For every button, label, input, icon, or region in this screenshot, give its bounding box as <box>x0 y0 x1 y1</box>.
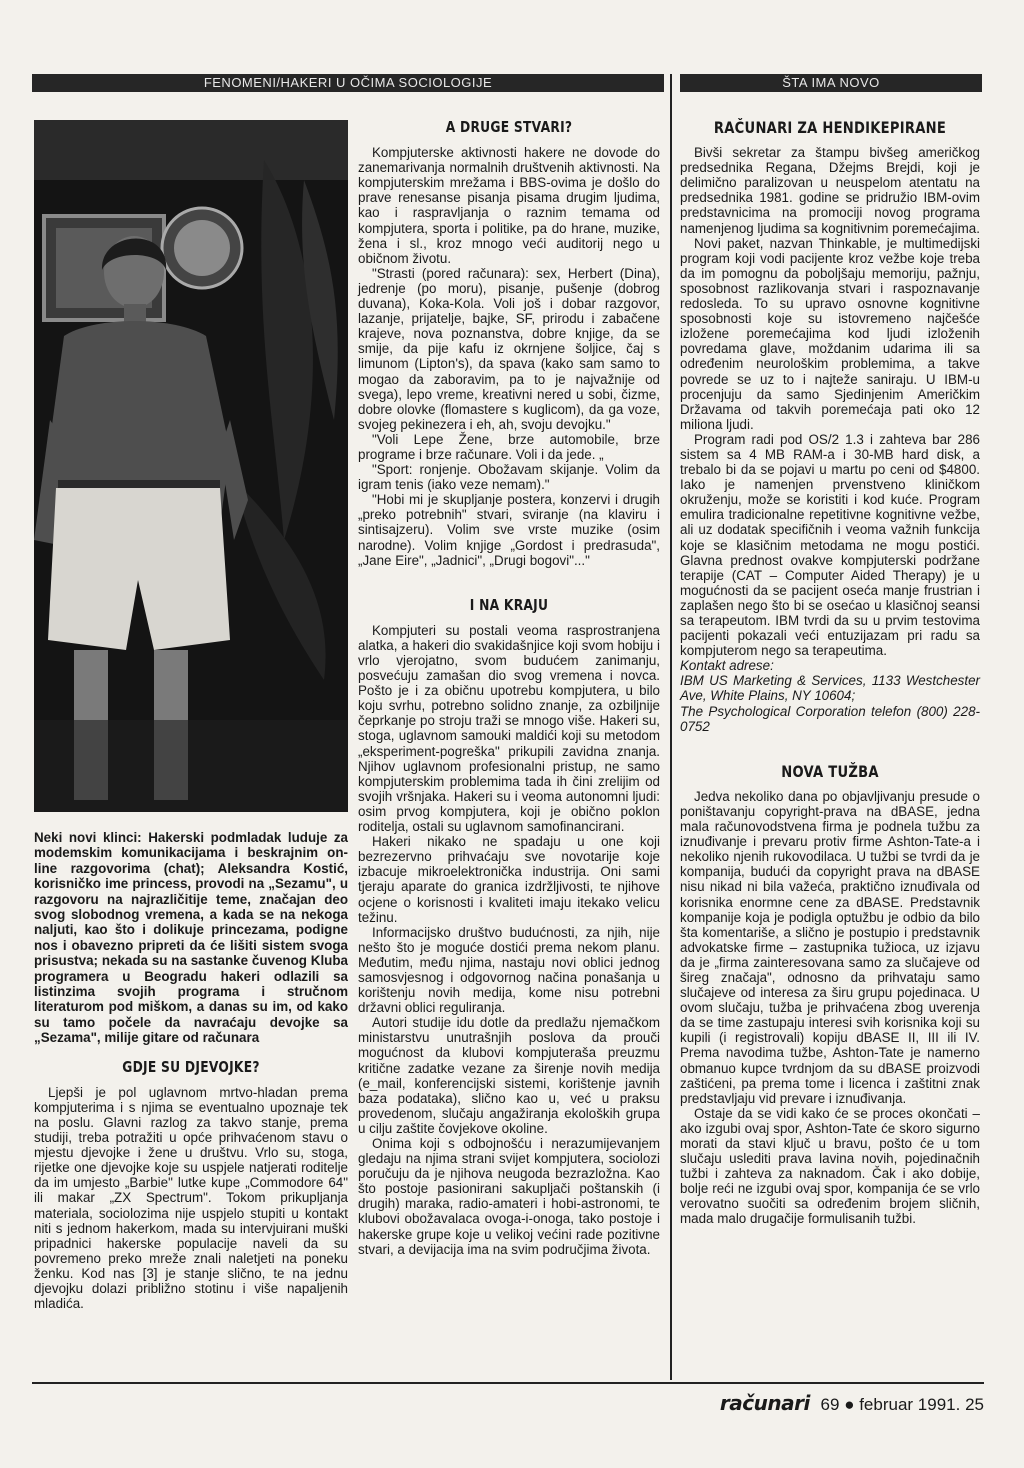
column-right <box>680 120 980 1227</box>
paragraph: "Hobi mi je skupljanje postera, konzervi i drugih „preko potrebnih" stvari, sviranje (na klaviru i sintisajzeru). Volim sve vrste muzike (osim narodne). Volim knjige „Gordost i predrasuda", „Jane Eire", „Jadnici", „Drugi bogovi"..." <box>358 492 660 568</box>
paragraph: Ljepši je pol uglavnom mrtvo-hladan prema kompjuterima i s njima se eventualno upoznaje tek na poslu. Glavni razlog za takvo stanje, prema studiji, treba potražiti u opće prihvaćenom stavu o mjestu djevojke i žene u društvu. Vrlo su, stoga, rijetke one djevojke koje su uspjele natjerati roditelje da im umjesto „Barbie" lutke kupe „Commodore 64" ili makar „ZX Spectrum". Tokom prikupljanja materiala, sociolozima nije uspjelo stupiti u kontakt niti s jednom hakerkom, mada su intervjuirani muški pripadnici hakerske populacije naveli da su povremeno preko mreže znali naletjeti na poneku ženku. Kod nas [3] je stanje slično, te na jednu djevojku dolazi približno stotinu i više napaljenih mladića. <box>34 1084 348 1312</box>
heading-a-druge-stvari: A DRUGE STVARI? <box>445 118 573 136</box>
paragraph: "Voli Lepe Žene, brze automobile, brze programe i brze računare. Voli i da jede. „ <box>358 431 660 462</box>
page-footer <box>720 1391 984 1415</box>
paragraph: Autori studije idu dotle da predlažu njemačkom ministarstvu unutrašnjih poslova da prouči mogućnost da klubovi kompjuteraša preuzmu kritične zadatke vezane za širenje novih medija (e_mail, konferencijski sistemi, korištenje javnih baza podataka), slično kao u, već u praksu provedenom, slučaju angažiranja ekoloških grupa u cilju zaštite čovjekove okoline. <box>358 1015 660 1136</box>
paragraph: Novi paket, nazvan Thinkable, je multimedijski program koji vodi pacijente kroz vežbe koje treba da im pomognu da poboljšaju memoriju, pažnju, sposobnost razlikovanja stvari i raspoznavanje redosleda. To su upravo osnovne kognitivne sposobnosti koje su istovremeno najčešće izložene poremećajima kod ljudi izloženih povredama glave, moždanim udarima ili sa određenim neurološkim problemima, a takve povrede se uz to i najteže saniraju. U IBM-u procenjuju da samo Sjedinjenim Američkim Državama od takvih poremećaja pati oko 12 miliona ljudi. <box>680 235 980 432</box>
contact-label: Kontakt adrese: <box>680 658 774 674</box>
column-middle <box>358 120 660 1257</box>
magazine-logo: računari <box>719 1391 810 1415</box>
column-left <box>34 830 348 1311</box>
paragraph: "Sport: ronjenje. Obožavam skijanje. Volim da igram tenis (iako veze nemam)." <box>358 462 660 493</box>
heading-nova-tuzba: NOVA TUŽBA <box>781 761 879 781</box>
paragraph: Bivši sekretar za štampu bivšeg američkog predsednika Regana, Džejms Brejdi, koji je delimično paralizovan u neuspelom atentatu na predsednika 1981. godine se pridružio IBM-ovim predstavnicima na promociji novog programa namenjenog ljudima sa kognitivnim poremećajima. <box>680 145 980 236</box>
heading-i-na-kraju: I NA KRAJU <box>469 595 549 614</box>
section-banner-news: ŠTA IMA NOVO <box>680 74 982 92</box>
footer-rule <box>32 1382 984 1384</box>
issue-date: februar 1991. <box>859 1395 961 1414</box>
bullet-separator: ● <box>844 1395 855 1414</box>
paragraph: Onima koji s odbojnošću i nerazumijevanjem gledaju na njima strani svijet kompjutera, sociolozi poručuju da je njihova neugoda bezrazložna. Kao što postoje pasionirani sakupljači poštanskih (i drugih) maraka, radio-amateri i hobi-astronomi, te klubovi obožavalaca ovoga-i-onoga, tako postoje i hakerske grupe koje u velikoj većini rade pozitivne stvari, a devijacija ima na svim područjima života. <box>358 1136 660 1257</box>
paragraph: Program radi pod OS/2 1.3 i zahteva bar 286 sistem sa 4 MB RAM-a i 30-MB hard disk, a trebalo bi da se pojavi u martu po ceni od $4800. Iako je namenjen prvenstveno kliničkom okruženju, može se koristiti i kod kuće. Program emulira tradicionalne repetitivne kognitivne vežbe, ali uz dodatak specifičnih i veoma važnih funkcija koje se klasičnim metodama ne mogu postići. Glavna prednost ovakve kompjuterski podržane terapije (CAT – Computer Aided Therapy) je u mogućnosti da se pacijent oseća manje frustrian i zaplašen nego što bi se osećao u klasičnoj seansi sa terapeutom. IBM tvrdi da su u prvim testovima pacijenti pokazali veći entuzijazam pri radu sa kompjuterom nego sa terapeutima. <box>680 431 980 659</box>
photo-caption: Neki novi klinci: Hakerski podmladak luduje za modemskim komunikacijama i beskrajnim on-line razgovorima (chat); Aleksandra Kostić, korisničko ime princess, provodi na „Sezamu", u razgovoru na najrazličitije teme, značajan deo svog slobodnog vremena, a kada se na nekoga naljuti, kao što i dolikuje princezama, podigne nos i obavezno pripreti da će lišiti sistem svoga prisustva; nekada su na sastanke čuvenog Kluba programera u Beogradu hakeri odlazili sa listinzima svojih programa i stručnom literaturom pod miškom, a danas su im, od kako su tamo počele da navraćaju devojke sa „Sezama", milije gitare od računara <box>34 830 348 1046</box>
paragraph: Informacijsko društvo budućnosti, za njih, nije nešto što je moguće dostići prema nekom planu. Međutim, među njima, nastaju novi oblici jednog samosvjesnog i odgovornog načina ponašanja u korištenju novih medija, kome nisu potrebni državni oblici reguliranja. <box>358 924 660 1016</box>
photo-girl-portrait <box>34 120 348 812</box>
issue-number: 69 <box>820 1395 840 1414</box>
photo-illustration <box>34 120 348 812</box>
section-banner-sociology: FENOMENI/HAKERI U OČIMA SOCIOLOGIJE <box>32 74 664 92</box>
paragraph: "Strasti (pored računara): sex, Herbert (Dina), jedrenje (po moru), pisanje, pušenje (dobrog duvana), Koka-Kola. Voli još i dobar razgovor, lazanje, prijatelje, bajke, SF, prirodu i zabačene krajeve, nova poznanstva, dobre knjige, da se smije, da pije kafu iz okrnjene šoljice, čaj s limunom (Lipton's), da spava (kako sam samo to mogao da zaboravim, pa to je najvažnije od svega), lepo vreme, kreativni nered u sobi, čizme, dobre olovke (flomastere s kuglicom), da ga voze, svojeg pekinezera i eh, ah, svoju devojku." <box>358 265 660 432</box>
contact-address: IBM US Marketing & Services, 1133 Westchester Ave, White Plains, NY 10604; <box>680 673 980 704</box>
paragraph: Jedva nekoliko dana po objavljivanju presude o poništavanju copyright-prava na dBASE, jedna mala računovodstvena firma je podnela tužbu za iznuđivanje i prevaru protiv firme Ashton-Tate-a i nekoliko njenih rukovodilaca. U tužbi se tvrdi da je kompanija, budući da copyright prava na dBASE nisu nikad ni bila važeća, praktično iznuđivala od korisnika enormne cene za dBASE. Predstavnik kompanije koja je podigla optužbu je odbio da bilo šta komentariše, a slično je postupio i predstavnik advokatske firme – zastupnika tužioca, uz izjavu da je „firma zainteresovana samo za slučajeve od šireg značaja", odnosno da prihvataju samo slučajeve od interesa za širu grupu pojedinaca. U ovom slučaju, tužba je prihvaćena zbog uverenja da se time zastupaju interesi svih korisnika koji su kupili (i registrovali) kopiju dBASE II, III ili IV. Prema navodima tužbe, Ashton-Tate je namerno obmanuo kupce tvrdnjom da su dBASE proizvodi zaštićeni, pa prema tome i licenca i zaštitni znak predstavljaju vid prevare i iznuđivanja. <box>680 788 980 1106</box>
paragraph: Kompjuteri su postali veoma rasprostranjena alatka, a hakeri dio svakidašnjice koji svom hobiju i vrlo vjerojatno, svom budućem zanimanju, posvećuju zamašan dio svog vremena i novca. Pošto je i za običnu upotrebu kompjutera, u bilo koju svrhu, potrebno solidno znanje, za ozbiljnije čeprkanje po stroju traži se mnogo više. Hakeri su, stoga, uglavnom samouki maldići koji su metodom „eksperiment-pogreška" prikupili zavidna znanja. Njihov uglavnom profesionalni pristup, ne samo kompjuterskim problemima tada ih čini zrelijim od svojih vršnjaka. Hakeri su i veoma autonomni ljudi: osim prvog kompjutera, koji je obično poklon roditelja, ostali su uglavnom samofinancirani. <box>358 622 660 835</box>
page-number: 25 <box>965 1395 984 1414</box>
heading-gdje-su-djevojke: GDJE SU DJEVOJKE? <box>122 1057 260 1076</box>
heading-racunari-za-hendikepirane: RAČUNARI ZA HENDIKEPIRANE <box>713 118 947 137</box>
paragraph: Ostaje da se vidi kako će se proces okončati – ako izgubi ovaj spor, Ashton-Tate će skoro sigurno morati da stavi ključ u bravu, pošto će u tom slučaju uslediti prava lavina novih, pojedinačnih tužbi i zahteva za naknadom. Čak i ako dobije, bolje reći ne izgubi ovaj spor, kompanija će se vrlo verovatno suočiti sa određenim brojem sličnih, mada malo drugačije formulisanih tužbi. <box>680 1105 980 1227</box>
column-divider <box>670 74 672 1380</box>
paragraph: Kompjuterske aktivnosti hakere ne dovode do zanemarivanja normalnih društvenih aktivnosti. Na kompjuterskim mrežama i BBS-ovima je došlo do prave renesanse pisanja pisama drugim ljudima, kao i raspravljanja o raznim temama od kompjutera, sporta i politike, pa do hrane, muzike, žena i sl., kroz mnogo veći auditorij nego u običnom životu. <box>358 145 660 266</box>
contact-address: The Psychological Corporation telefon (800) 228-0752 <box>680 703 980 734</box>
paragraph: Hakeri nikako ne spadaju u one koji bezrezervno prihvaćaju sve novotarije koje izbacuje mikroelektronička industrija. Oni sami tjeraju aparate do granica izdržljivosti, te njihove ocjene o korisnosti i kvaliteti imaju itekako velicu težinu. <box>358 834 660 925</box>
